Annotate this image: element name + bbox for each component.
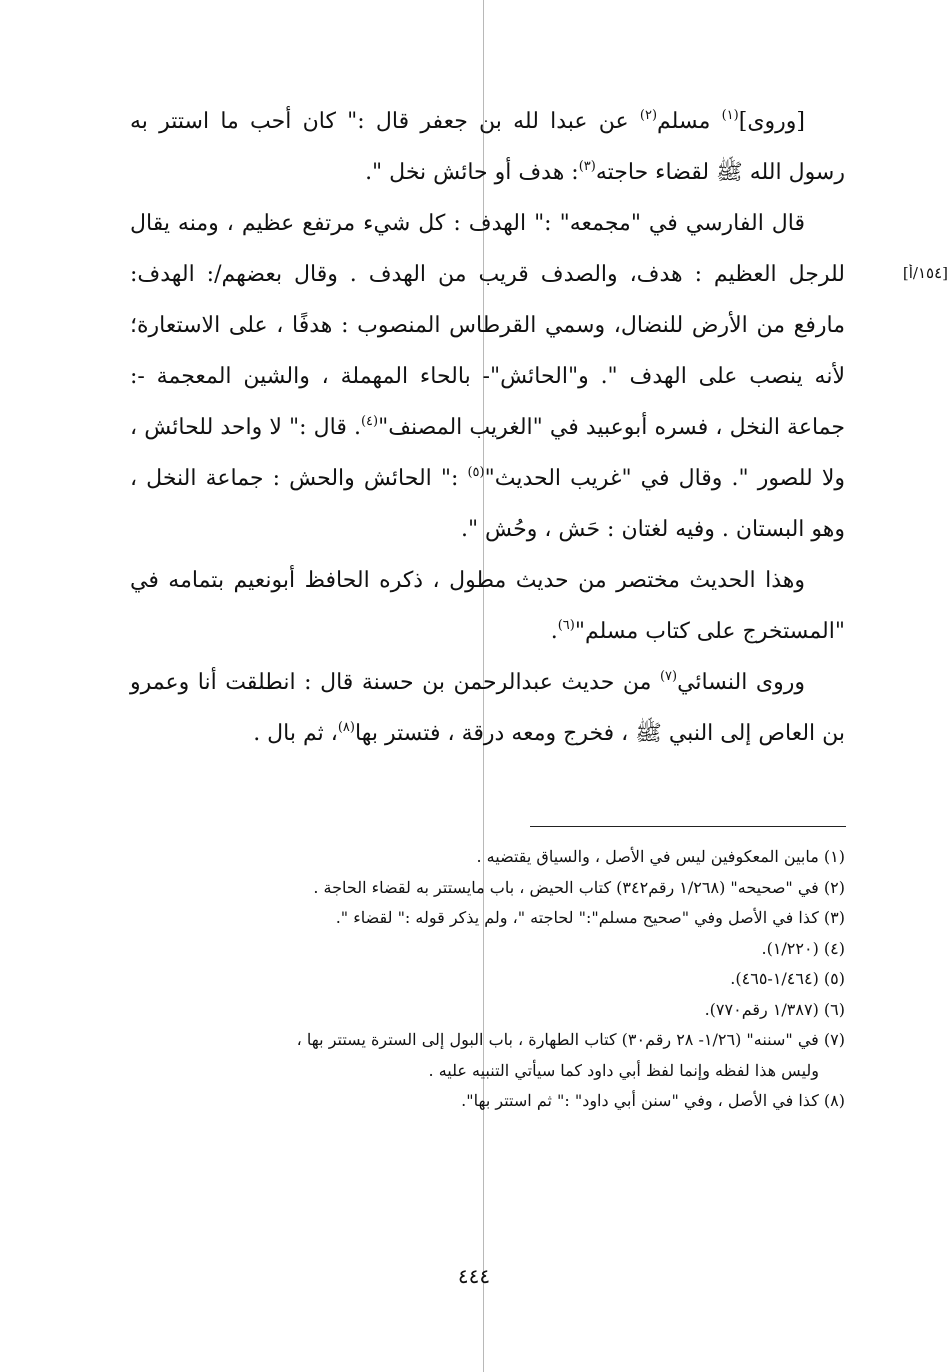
- body-paragraph: [130, 198, 845, 555]
- footnote-separator: [530, 826, 846, 827]
- paragraph-text: من حديث عبدالرحمن بن حسنة قال : انطلقت أنا وعمرو بن العاص إلى النبي ﷺ ، فخرج ومعه درقة ، فتستر بها: [130, 670, 845, 746]
- paragraph-text: قال الفارسي في "مجمعه" :" الهدف : كل شيء مرتفع عظيم ، ومنه يقال للرجل العظيم : هدف، والصدف قريب من الهدف . وقال بعضهم/: الهدف: مارفع من الأرض للنضال، وسمي القرطاس المنصوب : هدفًا ، على الاستعارة؛ لأنه ينصب على الهدف ". و"الحائش"- بالحاء المهملة ، والشين المعجمة -: جماعة النخل ، فسره أبوعبيد في "الغريب المصنف": [130, 211, 845, 440]
- footnotes-section: [130, 842, 845, 1117]
- footnote-marker[interactable]: (١): [721, 108, 739, 123]
- body-paragraph: [130, 555, 845, 657]
- paragraph-text: عن عبدا لله بن جعفر قال :" كان أحب ما استتر به رسول الله ﷺ لقضاء حاجته: [130, 109, 845, 185]
- footnote-marker[interactable]: (٨): [337, 720, 355, 735]
- footnote-marker[interactable]: (٥): [467, 465, 485, 480]
- body-paragraph: [130, 96, 845, 198]
- footnote-item: (٧) في "سننه" (١/٢٦- ٢٨ رقم٣٠) كتاب الطهارة ، باب البول إلى السترة يستتر بها ،: [296, 1030, 845, 1049]
- paragraph-text: .: [550, 619, 558, 644]
- footnote-item: (٢) في "صحيحه" (١/٢٦٨ رقم٣٤٢) كتاب الحيض ، باب مايستتر به لقضاء الحاجة .: [313, 877, 845, 897]
- footnote-continuation: وليس هذا لفظه وإنما لفظ أبي داود كما سيأتي التنبيه عليه .: [428, 1060, 819, 1080]
- paragraph-text: وروى النسائي: [677, 670, 805, 695]
- footnote-item: (٦) (١/٣٨٧ رقم٧٧٠).: [704, 999, 845, 1019]
- footnote-item: (٥) (١/٤٦٤-٤٦٥).: [730, 969, 845, 988]
- page-number: ٤٤٤: [457, 1264, 491, 1288]
- footnote-item: (٤) (١/٢٢٠).: [761, 938, 845, 958]
- footnote-marker[interactable]: (٦): [557, 618, 575, 633]
- footnote-marker[interactable]: (٤): [360, 414, 379, 429]
- footnote-marker[interactable]: (٣): [578, 159, 596, 174]
- body-paragraph: [130, 657, 845, 759]
- paragraph-text: ، ثم بال .: [253, 721, 338, 746]
- footnote-item: (٨) كذا في الأصل ، وفي "سنن أبي داود" :" ثم استتر بها".: [461, 1091, 845, 1110]
- footnote-marker[interactable]: (٧): [659, 669, 678, 684]
- main-text-body: [130, 96, 845, 759]
- paragraph-text: وهذا الحديث مختصر من حديث مطول ، ذكره الحافظ أبونعيم بتمامه في "المستخرج على كتاب مسلم": [130, 568, 845, 644]
- paragraph-text: : هدف أو حائش نخل ".: [365, 160, 579, 185]
- footnote-item: (٣) كذا في الأصل وفي "صحيح مسلم":" لحاجته "، ولم يذكر قوله :" لقضاء ".: [335, 908, 845, 927]
- paragraph-text: [وروى]: [738, 109, 805, 134]
- footnote-item: (١) مابين المعكوفين ليس في الأصل ، والسياق يقتضيه .: [476, 847, 845, 866]
- footnote-marker[interactable]: (٢): [639, 108, 658, 123]
- paragraph-text: . قال :" لا واحد للحائش ، ولا للصور ". وقال في "غريب الحديث": [130, 415, 845, 491]
- margin-folio-note: [١٥٤/أ]: [902, 264, 948, 282]
- paragraph-text: :" الحائش والحش : جماعة النخل ، وهو البستان . وفيه لغتان : حَش ، وحُش ".: [130, 466, 845, 542]
- paragraph-text: مسلم: [657, 109, 722, 134]
